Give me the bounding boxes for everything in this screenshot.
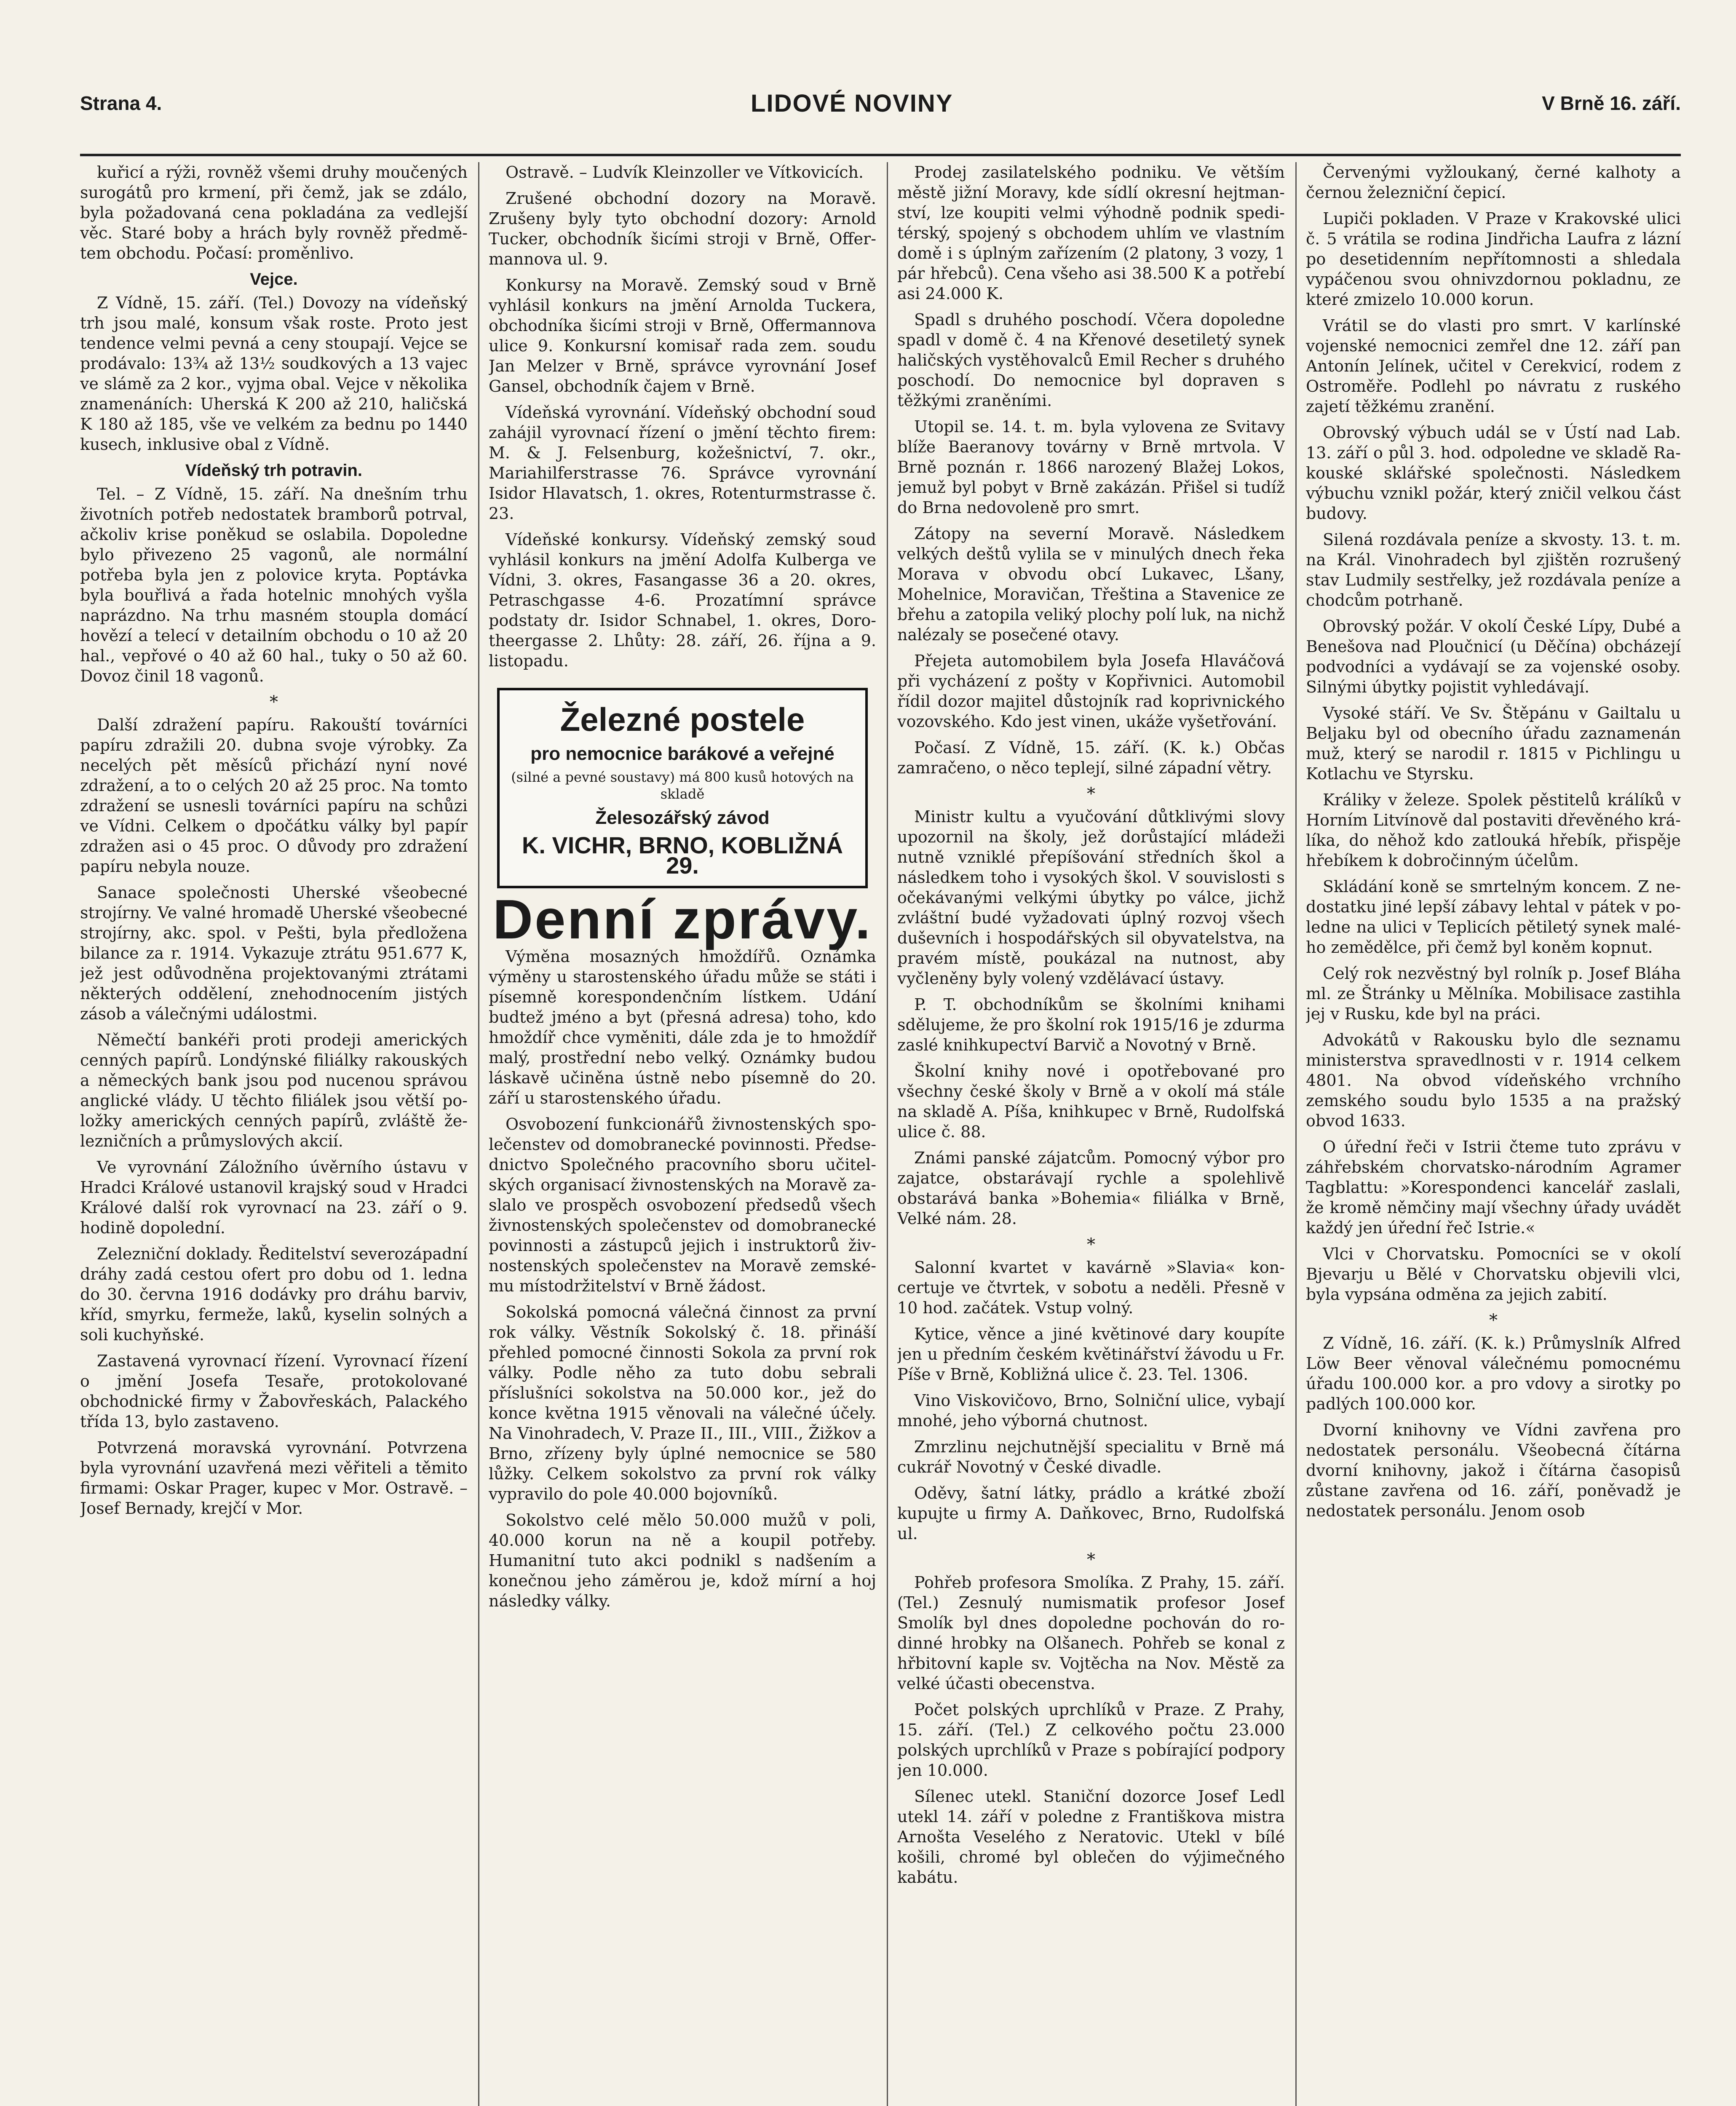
article-paragraph: Němečtí bankéři proti prodeji amerických cenných papírů. Londýnské filiálky rakouských a německých bank jsou pod nucenou správou anglické vlády. U těchto filiálek jsou větší položky amerických cenných papírů, zvláště železničních a průmyslových akcií.	[80, 1031, 468, 1150]
article-paragraph: Další zdražení papíru. Rakouští továrníci papíru zdražili 20. dubna svoje výrobky. Za necelých pět měsíců přichází nyní nové zdražení, a to o celých 20 až 25 proc. Na tomto zdražení se usnesli továrníci papíru na schůzi ve Vídni. Celkem o dpočátku války byl papír zdražen asi o 45 proc. O důvody pro zdražení papíru nebyla nouze.	[80, 716, 468, 876]
article-paragraph: Utopil se. 14. t. m. byla vylovena ze Svitavy blíže Baeranovy továrny v Brně mrtvola. V Brně poznán r. 1866 narozený Blažej Lokos, jemuž byl pobyt v Brně zakázán. Přišel si tudíž do Brna nedovoleně pro smrt.	[897, 417, 1285, 517]
article-paragraph: Sílenec utekl. Staniční dozorce Josef Ledl utekl 14. září v poledne z Františkova mistra Arnošta Veselého z Neratovic. Utekl v bílé košili, chromé byl oblečen do výjimečného kabátu.	[897, 1787, 1285, 1887]
separator-star: *	[270, 692, 278, 712]
article-paragraph: Kytice, věnce a jiné květinové dary koupíte jen u předním českém květinářství žávodu u Fr. Píše v Brně, Kobližná ulice č. 23. Tel. 1306.	[897, 1325, 1285, 1384]
article-paragraph: Z Vídně, 16. září. (K. k.) Průmyslník Alfred Löw Beer věnoval válečnému pomocnému úřadu 100.000 kor. a pro vdovy a sirotky po padlých 100.000 kor.	[1306, 1334, 1681, 1413]
article-paragraph: Oděvy, šatní látky, prádlo a krátké zboží kupujte u firmy A. Daňkovec, Brno, Rudolfská ul.	[897, 1484, 1285, 1543]
article-paragraph: Králiky v železe. Spolek pěstitelů králíků v Horním Litvínově dal postaviti dřevěného králíka, do něhož kdo zatlouká hřebík, přispěje hřebíkem k dobročinným účelům.	[1306, 791, 1681, 870]
ad-address: K. VICHR, BRNO, KOBLIŽNÁ 29.	[522, 832, 843, 879]
article-paragraph: Přejeta automobilem byla Josefa Hlaváčová při vycházení z pošty v Kopřivnici. Automobil řídil dozor majitel důstojník rad koprivnického vozovského. Kdo jest vinen, ukáže vyšetřování.	[897, 652, 1285, 731]
article-paragraph: Sokolská pomocná válečná činnost za první rok války. Věstník Sokolský č. 18. přináší přehled pomocné činnosti Sokola za první rok války. Podle něho za tuto dobu sebrali příslušníci sokolstva na 50.000 kor., jež do konce května 1915 věnovali na válečné účely. Na Vinohradech, V. Praze II., III., VIII., Žižkov a Brno, zřízeny byly úplné nemocnice se 580 lůžky. Celkem sokolstvo za první rok války vypravilo do pole 40.000 bojovníků.	[489, 1303, 876, 1503]
article-paragraph: Prodej zasilatelského podniku. Ve větším městě jižní Moravy, kde sídlí okresní hejtmanství, lze koupiti velmi výhodně podnik speditérský, spojený s obchodem uhlím ve vlastním domě i s úplným zařízením (2 platony, 3 vozy, 1 pár hřebců). Cena všeho asi 38.500 K a potřebí asi 24.000 K.	[897, 163, 1285, 303]
separator-star: *	[1087, 784, 1095, 804]
column-divider	[478, 162, 479, 2106]
article-paragraph: Vídeňská vyrovnání. Vídeňský obchodní soud zahájil vyrovnací řízení o jmění těchto firem: M. & J. Felsenburg, kožešnictví, 7. okr., Mariahilferstrasse 76. Správce vyrovnání Isidor Hlavatsch, 1. okres, Rotenturmstrasse č. 23.	[489, 403, 876, 523]
article-paragraph: Ministr kultu a vyučování důtklivými slovy upozornil na školy, jež dorůstající mládeži nutně vzniklé přepíšování středních škol a následkem toho i vysokých škol. V souvislosti s očekávanými velkými úbytky po válce, jichž zvláštní budé vyžadovati úplný rozvoj všech duševních i hospodářských sil obyvatelstva, na pravém místě, poukázal na nutnost, aby vyčleněny byly volený vzdělávací ústavy.	[897, 807, 1285, 988]
article-paragraph: Skládání koně se smrtelným koncem. Z nedostatku jiné lepší zábavy lehtal v pátek v poledne na ulici v Teplicích pětiletý synek malého zemědělce, při čemž byl koněm kopnut.	[1306, 877, 1681, 957]
article-paragraph: Červenými vyžloukaný, černé kalhoty a černou železniční čepicí.	[1306, 163, 1681, 202]
article-paragraph: Zrušené obchodní dozory na Moravě. Zrušeny byly tyto obchodní dozory: Arnold Tucker, obchodník šicími stroji v Brně, Offermannova ul. 9.	[489, 189, 876, 268]
article-heading: Vejce.	[250, 270, 298, 289]
section-title: Denní zprávy.	[492, 888, 872, 950]
article-paragraph: Vysoké stáří. Ve Sv. Štěpánu v Gailtalu u Beljaku byl od obecního úřadu zaznamenán muž, který se narodil r. 1815 v Pichlingu u Kotlachu ve Styrsku.	[1306, 704, 1681, 783]
article-paragraph: Tel. – Z Vídně, 15. září. Na dnešním trhu životních potřeb nedostatek bramborů potrval, ačkoliv krise poněkud se oslabila. Dopoledne bylo přivezeno 25 vagonů, ale normální potřeba byla jen z polovice kryta. Poptávka byla bouřlivá a řada hotelnic mnohých vyšla naprázdno. Na trhu masném stoupla domácí hovězí a telecí v detailním obchodu o 10 až 20 hal., vepřové o 40 až 60 hal., tuky o 50 až 60. Dovoz činil 18 vagonů.	[80, 485, 468, 685]
article-paragraph: Sokolstvo celé mělo 50.000 mužů v poli, 40.000 korun na ně a koupil potřeby. Humanitní tuto akci podnikl s nadšením a konečnou jeho záměrou je, kdož mírní a hoj následky války.	[489, 1511, 876, 1610]
column-2	[489, 162, 876, 2106]
ad-subtitle: pro nemocnice barákové a veřejné	[530, 743, 835, 764]
article-paragraph: Vrátil se do vlasti pro smrt. V karlínské vojenské nemocnici zemřel dne 12. září pan Antonín Jelínek, učitel v Cerekvicí, rodem z Ostroměře. Podlehl po návratu z ruského zajetí těžkému zranění.	[1306, 316, 1681, 416]
article-paragraph: Vino Viskovičovo, Brno, Solniční ulice, vybají mnohé, jeho výborná chutnost.	[897, 1391, 1285, 1430]
article-paragraph: Obrovský výbuch udál se v Ústí nad Lab. 13. září o půl 3. hod. odpoledne ve skladě Rakouské sklářské společnosti. Následkem výbuchu vznikl požár, který zničil velkou část budovy.	[1306, 423, 1681, 523]
article-paragraph: Zelezniční doklady. Ředitelství severozápadní dráhy zadá cestou ofert pro dobu od 1. ledna do 30. června 1916 dodávky pro dráhu barviv, kříd, smyrku, fermeže, laků, kyselin solných a soli kuchyňské.	[80, 1245, 468, 1344]
article-paragraph: Potvrzená moravská vyrovnání. Potvrzena byla vyrovnání uzavřená mezi věřiteli a těmito firmami: Oskar Prager, kupec v Mor. Ostravě. – Josef Bernady, krejčí v Mor.	[80, 1438, 468, 1518]
article-paragraph: Školní knihy nové i opotřebované pro všechny české školy v Brně a v okolí má stále na skladě A. Píša, knihkupec v Brně, Rudolfská ulice č. 88.	[897, 1062, 1285, 1141]
ad-company: Želesozářský závod	[595, 807, 770, 828]
advertisement-box	[497, 688, 868, 888]
article-paragraph: Obrovský požár. V okolí České Lípy, Dubé a Benešova nad Ploučnicí (u Děčína) obcházejí podvodníci a vydávají se za vojenské osoby. Silnými úbytky pojistit vyhledávají.	[1306, 617, 1681, 696]
page-number: Strana 4.	[80, 92, 162, 114]
ad-title: Železné postele	[560, 701, 805, 738]
article-paragraph: Konkursy na Moravě. Zemský soud v Brně vyhlásil konkurs na jmění Arnolda Tuckera, obchodníka šicími stroji v Brně, Offermannova ulice 9. Konkursní komisař rada zem. soudu Jan Melzer v Brně, správce vyrovnání Josef Gansel, obchodník čajem v Brně.	[489, 276, 876, 396]
article-paragraph: Ve vyrovnání Záložního úvěrního ústavu v Hradci Králové ustanovil krajský soud v Hradci Králové další rok vyrovnací na 23. září o 9. hodině dopolední.	[80, 1158, 468, 1237]
article-paragraph: Spadl s druhého poschodí. Včera dopoledne spadl v domě č. 4 na Křenové desetiletý synek haličských vystěhovalců Emil Recher s druhého poschodí. Do nemocnice byl dopraven s těžkými zraněními.	[897, 310, 1285, 410]
separator-star: *	[1087, 1235, 1095, 1254]
article-paragraph: Zmrzlinu nejchutnější specialitu v Brně má cukrář Novotný v České divadle.	[897, 1438, 1285, 1476]
article-paragraph: Salonní kvartet v kavárně »Slavia« koncertuje ve čtvrtek, v sobotu a neděli. Přesně v 10 hod. začátek. Vstup volný.	[897, 1258, 1285, 1317]
article-paragraph: Dvorní knihovny ve Vídni zavřena pro nedostatek personálu. Všeobecná čítárna dvorní knihovny, jakož i čítárna časopisů zůstane zavřena od 16. září, poněvadž je nedostatek personálu. Jenom osob	[1306, 1421, 1681, 1520]
article-paragraph: Výměna mosazných hmoždířů. Oznámka výměny u starostenského úřadu může se státi i písemně korespondenčním lístkem. Udání budtež jméno a byt (přesná adresa) toho, kdo hmoždíř chce vyměniti, dále zda je to hmoždíř malý, prostřední nebo velký. Oznámky budou láskavě učiněna ústně nebo písemně do 20. září u starostenského úřadu.	[489, 947, 876, 1107]
separator-star: *	[1489, 1311, 1498, 1330]
article-paragraph: Z Vídně, 15. září. (Tel.) Dovozy na vídeňský trh jsou malé, konsum však roste. Proto jest tendence velmi pevná a ceny stoupají. Vejce se prodávalo: 13¾ až 13½ soudkových a 13 vajec ve slámě za 2 kor., vyjma obal. Vejce v několika znamenáních: Uherská K 200 až 210, haličská K 180 až 185, vše ve velkém za bednu po 1440 kusech, inklusive obal z Vídně.	[80, 294, 468, 454]
column-4	[1306, 162, 1681, 2106]
article-paragraph: Zátopy na severní Moravě. Následkem velkých deštů vylila se v minulých dnech řeka Morava v obvodu obcí Lukavec, Lšany, Mohelnice, Moravičan, Třeština a Stavenice ze břehu a zatopila veliký plochy polí luk, na nichž nalézaly se posečené otavy.	[897, 524, 1285, 644]
separator-star: *	[1087, 1550, 1095, 1569]
article-paragraph: kuřicí a rýži, rovněž všemi druhy moučených surogátů pro krmení, při čemž, jak se zdálo, byla požadovaná cena pokladána za vedlejší věc. Staré boby a hrách byly rovněž předmětem obchodu. Počasí: proměnlivo.	[80, 163, 468, 262]
article-paragraph: Pohřeb profesora Smolíka. Z Prahy, 15. září. (Tel.) Zesnulý numismatik profesor Josef Smolík byl dnes dopoledne pochován do rodinné hrobky na Olšanech. Pohřeb se konal z hřbitovní kaple sv. Vojtěcha na Nov. Městě za velké účasti obecenstva.	[897, 1573, 1285, 1693]
article-paragraph: P. T. obchodníkům se školními knihami sdělujeme, že pro školní rok 1915/16 je zdurma zaslé knihkupectví Barvič a Novotný v Brně.	[897, 995, 1285, 1054]
article-paragraph: Lupiči pokladen. V Praze v Krakovské ulici č. 5 vrátila se rodina Jindřicha Laufra z lázní po desetidenním nepřítomnosti a shledala vypáčenou svou ohnivzdornou pokladnu, ze které zmizelo 10.000 korun.	[1306, 209, 1681, 309]
article-paragraph: Silená rozdávala peníze a skvosty. 13. t. m. na Král. Vinohradech byl zjištěn rozrušený stav Ludmily sestřelky, jež rozdávala peníze a chodcům potrhaně.	[1306, 530, 1681, 609]
column-divider	[1295, 162, 1297, 2106]
masthead	[80, 72, 1681, 135]
article-heading: Vídeňský trh potravin.	[185, 461, 363, 480]
article-paragraph: Vlci v Chorvatsku. Pomocníci se v okolí Bjevarju u Bělé v Chorvatsku objevili vlci, byla vypsána odměna za jejich zabití.	[1306, 1245, 1681, 1304]
article-paragraph: Počasí. Z Vídně, 15. září. (K. k.) Občas zamračeno, o něco teplejí, silné západní větry.	[897, 738, 1285, 777]
columns	[80, 162, 1681, 2106]
article-paragraph: Zastavená vyrovnací řízení. Vyrovnací řízení o jmění Josefa Tesaře, protokolované obchodnické firmy v Žabovřeskách, Palackého třída 13, bylo zastaveno.	[80, 1352, 468, 1431]
newspaper-page	[80, 72, 1681, 2106]
column-divider	[887, 162, 888, 2106]
article-paragraph: Celý rok nezvěstný byl rolník p. Josef Bláha ml. ze Štránky u Mělníka. Mobilisace zastihla jej v Rusku, kde byl na práci.	[1306, 964, 1681, 1023]
article-paragraph: Počet polských uprchlíků v Praze. Z Prahy, 15. září. (Tel.) Z celkového počtu 23.000 polských uprchlíků v Praze s pobírající podpory jen 10.000.	[897, 1700, 1285, 1780]
newspaper-title: LIDOVÉ NOVINY	[751, 89, 953, 117]
article-paragraph: O úřední řeči v Istrii čteme tuto zprávu v záhřebském chorvatsko-národním Agramer Tagblattu: »Korespondenci kancelář zaslali, že kromě němčiny mají všechny úřady uvádět každý jen úřední řeč Istrie.«	[1306, 1138, 1681, 1237]
article-paragraph: Známi panské zájatcům. Pomocný výbor pro zajatce, obstarávají rychle a spolehlivě obstarává banka »Bohemia« filiálka v Brně, Velké nám. 28.	[897, 1149, 1285, 1228]
ad-details: (silné a pevné soustavy) má 800 kusů hotových na skladě	[511, 769, 854, 802]
column-3	[897, 162, 1285, 2106]
article-paragraph: Vídeňské konkursy. Vídeňský zemský soud vyhlásil konkurs na jmění Adolfa Kulberga ve Vídni, 3. okres, Fasangasse 36 a 20. okres, Petraschgasse 4-6. Prozatímní správce podstaty dr. Isidor Schnabel, 1. okres, Dorotheergasse 2. Lhůty: 28. září, 26. října a 9. listopadu.	[489, 530, 876, 670]
article-paragraph: Sanace společnosti Uherské všeobecné strojírny. Ve valné hromadě Uherské všeobecné strojírny, akc. spol. v Pešti, byla předložena bilance za r. 1914. Vykazuje ztrátu 951.677 K, jež jest odůvodněna projektovanými ztrátami některých oddělení, znehodnocením jistých zásob a válečnými událostmi.	[80, 883, 468, 1023]
article-paragraph: Ostravě. – Ludvík Kleinzoller ve Vítkovicích.	[506, 163, 864, 182]
column-1	[80, 162, 468, 2106]
issue-date: V Brně 16. září.	[1542, 92, 1681, 114]
article-paragraph: Advokátů v Rakousku bylo dle seznamu ministerstva spravedlnosti v r. 1914 celkem 4801. Na obvod vídeňského vrchního zemského soudu bylo 1535 a na pražský obvod 1633.	[1306, 1031, 1681, 1130]
article-paragraph: Osvobození funkcionářů živnostenských společenstev od domobranecké povinnosti. Předsednictvo Společného pracovního sboru učitelských organisací živnostenských na Moravě zaslalo ve prospěch osvobození předsedů všech živnostenských společenstev od domobranecké povinnosti a zástupců jejich i instruktorů živnostenských společenstev na Moravě zemskému místodržitelství v Brně žádost.	[489, 1115, 876, 1295]
header-rule	[80, 154, 1681, 156]
